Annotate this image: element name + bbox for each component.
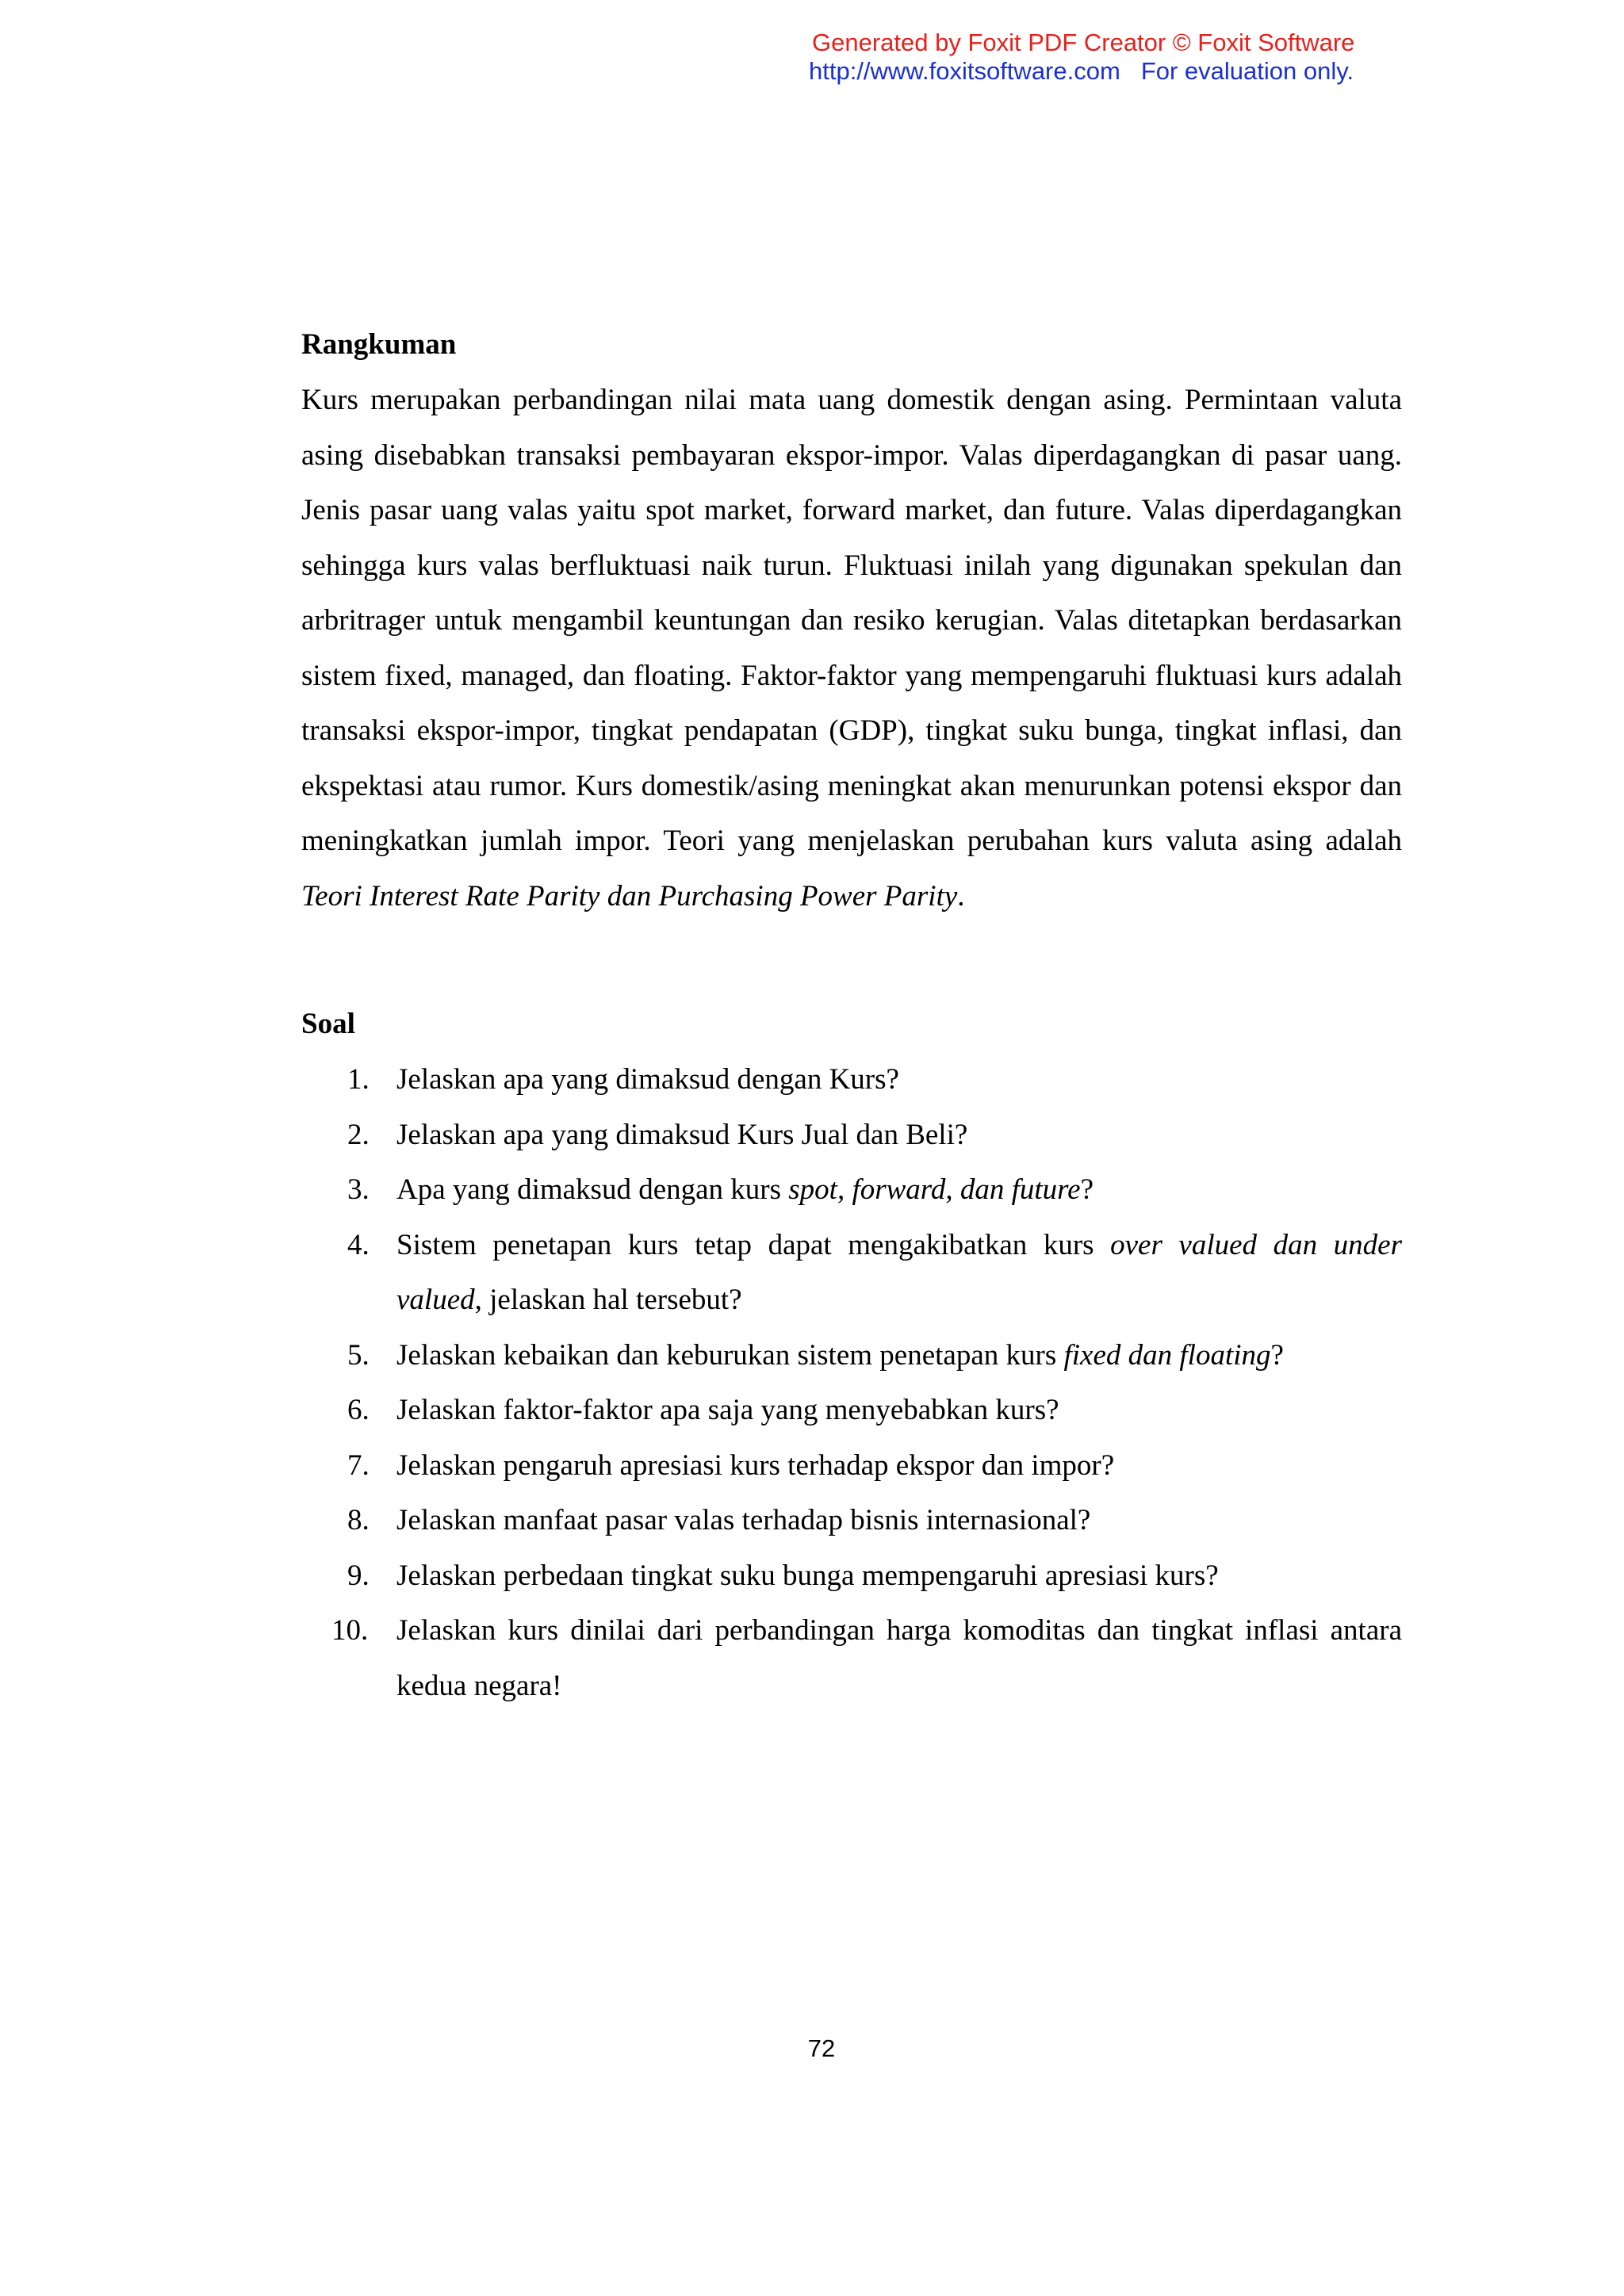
- question-number: 10.: [331, 1614, 369, 1647]
- question-number: 1.: [347, 1063, 370, 1096]
- question-text: Jelaskan perbedaan tingkat suku bunga mempengaruhi apresiasi kurs?: [396, 1559, 1219, 1592]
- question-text: Jelaskan apa yang dimaksud Kurs Jual dan Beli?: [396, 1118, 968, 1151]
- question-text: Jelaskan pengaruh apresiasi kurs terhadap ekspor dan impor?: [396, 1448, 1115, 1482]
- question-text: Jelaskan kebaikan dan keburukan sistem penetapan kurs: [396, 1338, 1064, 1372]
- question-item: [301, 1603, 1402, 1713]
- question-item: [301, 1218, 1402, 1328]
- summary-heading: Rangkuman: [301, 328, 457, 361]
- watermark-url-link[interactable]: http://www.foxitsoftware.com: [809, 57, 1120, 85]
- page-number: 72: [807, 2034, 836, 2062]
- question-number: 5.: [347, 1338, 370, 1372]
- question-item: [301, 1328, 1402, 1383]
- question-item: [301, 1438, 1402, 1494]
- question-item: [301, 1162, 1402, 1218]
- summary-paragraph: [301, 373, 1402, 924]
- question-text: Jelaskan manfaat pasar valas terhadap bisnis internasional?: [396, 1504, 1091, 1536]
- question-number: 2.: [347, 1118, 370, 1151]
- question-text: Apa yang dimaksud dengan kurs: [396, 1173, 789, 1206]
- question-number: 7.: [347, 1448, 370, 1482]
- question-item: [301, 1108, 1402, 1163]
- question-italic-text: spot, forward, dan future: [788, 1173, 1081, 1206]
- summary-text: Kurs merupakan perbandingan nilai mata uang domestik dengan asing. Permintaan valuta asing disebabkan transaksi pembayaran ekspor-impor. Valas diperdagangkan di pasar uang. Jenis pasar uang valas yaitu spot market, forward market, dan future. Valas diperdagangkan sehingga kurs valas berfluktuasi naik turun. Fluktuasi inilah yang digunakan spekulan dan arbritrager untuk mengambil keuntungan dan resiko kerugian. Valas ditetapkan berdasarkan sistem fixed, managed, dan floating. Faktor-faktor yang mempengaruhi fluktuasi kurs adalah transaksi ekspor-impor, tingkat pendapatan (GDP), tingkat suku bunga, tingkat inflasi, dan ekspektasi atau rumor. Kurs domestik/asing meningkat akan menurunkan potensi ekspor dan meningkatkan jumlah impor. Teori yang menjelaskan perubahan kurs valuta asing adalah: [301, 384, 1402, 857]
- question-item: [301, 1548, 1402, 1604]
- question-italic-text: fixed dan floating: [1063, 1338, 1271, 1372]
- watermark-line2: [809, 57, 1602, 86]
- question-text-end: , jelaskan hal tersebut?: [474, 1284, 742, 1316]
- question-text-end: ?: [1270, 1338, 1284, 1372]
- question-text: Jelaskan faktor-faktor apa saja yang menyebabkan kurs?: [396, 1394, 1059, 1426]
- summary-italic-text: Teori Interest Rate Parity dan Purchasing Power Parity: [301, 879, 958, 913]
- question-text-end: ?: [1080, 1173, 1094, 1206]
- summary-text-end: .: [957, 879, 965, 913]
- question-text: Sistem penetapan kurs tetap dapat mengakibatkan kurs: [396, 1228, 1111, 1261]
- question-number: 8.: [347, 1504, 370, 1536]
- question-number: 3.: [347, 1173, 370, 1206]
- question-italic-text: over valued dan under valued: [396, 1228, 1402, 1316]
- questions-list: [301, 1052, 1402, 1713]
- question-number: 4.: [347, 1228, 370, 1261]
- watermark-line1: Generated by Foxit PDF Creator © Foxit Software: [812, 29, 1355, 56]
- question-item: [301, 1383, 1402, 1438]
- question-item: [301, 1052, 1402, 1108]
- question-text: Jelaskan apa yang dimaksud dengan Kurs?: [396, 1063, 899, 1096]
- question-number: 9.: [347, 1559, 370, 1592]
- page-content: [301, 317, 1402, 1713]
- foxit-watermark: [809, 29, 1602, 86]
- question-text: Jelaskan kurs dinilai dari perbandingan harga komoditas dan tingkat inflasi antara kedua negara!: [396, 1614, 1402, 1702]
- watermark-note: For evaluation only.: [1140, 57, 1354, 85]
- questions-heading: Soal: [301, 1008, 355, 1040]
- question-number: 6.: [347, 1394, 370, 1426]
- question-item: [301, 1493, 1402, 1548]
